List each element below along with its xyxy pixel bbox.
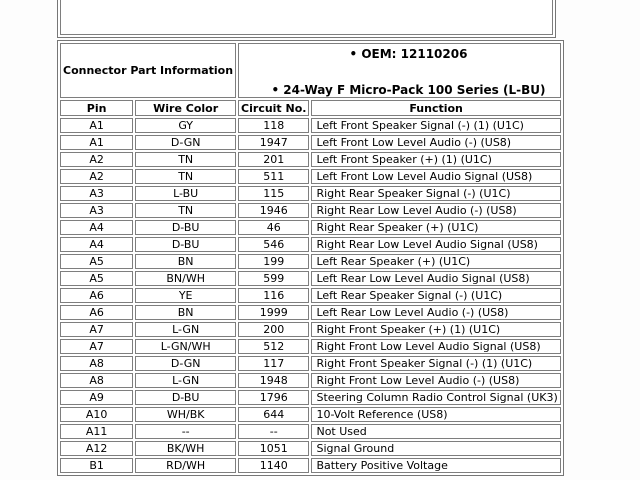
function-cell: Right Front Low Level Audio (-) (US8) [311, 373, 560, 388]
function-cell: Left Front Low Level Audio (-) (US8) [311, 135, 560, 150]
pinout-header-row [60, 100, 561, 116]
pin-cell: A7 [60, 339, 133, 354]
wire-color-cell: D-BU [135, 220, 236, 235]
circuit-no-cell: 1948 [238, 373, 309, 388]
pin-cell: A1 [60, 118, 133, 133]
function-cell: Signal Ground [311, 441, 560, 456]
bullet-item [255, 47, 558, 61]
table-row [60, 152, 561, 167]
wire-color-cell: BN/WH [135, 271, 236, 286]
wire-color-cell: TN [135, 203, 236, 218]
circuit-no-cell: 118 [238, 118, 309, 133]
circuit-no-cell: 115 [238, 186, 309, 201]
function-cell: Left Front Speaker Signal (-) (1) (U1C) [311, 118, 560, 133]
pin-cell: A6 [60, 288, 133, 303]
table-row [60, 271, 561, 286]
pin-cell: A10 [60, 407, 133, 422]
function-cell: Not Used [311, 424, 560, 439]
circuit-no-cell: 644 [238, 407, 309, 422]
bullet-text: OEM: 12110206 [361, 47, 468, 61]
circuit-no-cell: 511 [238, 169, 309, 184]
top-partial-box [57, 0, 556, 38]
wire-color-cell: RD/WH [135, 458, 236, 473]
wire-color-cell: YE [135, 288, 236, 303]
wire-color-cell: BN [135, 254, 236, 269]
function-cell: Left Rear Low Level Audio (-) (US8) [311, 305, 560, 320]
table-row [60, 254, 561, 269]
function-cell: Right Rear Speaker Signal (-) (U1C) [311, 186, 560, 201]
circuit-no-cell: 512 [238, 339, 309, 354]
wire-color-cell: -- [135, 424, 236, 439]
pin-cell: A8 [60, 356, 133, 371]
table-row [60, 390, 561, 405]
pin-cell: A8 [60, 373, 133, 388]
pin-cell: A5 [60, 254, 133, 269]
table-row [60, 339, 561, 354]
table-row [60, 458, 561, 473]
bullet-dot: • [349, 47, 358, 61]
pin-cell: A4 [60, 237, 133, 252]
wire-color-cell: L-GN [135, 373, 236, 388]
pin-cell: A3 [60, 203, 133, 218]
table-row [60, 237, 561, 252]
pin-cell: A11 [60, 424, 133, 439]
connector-info-label: Connector Part Information [60, 43, 236, 98]
table-row [60, 203, 561, 218]
function-cell: Left Rear Low Level Audio Signal (US8) [311, 271, 560, 286]
pin-cell: A3 [60, 186, 133, 201]
function-cell: Battery Positive Voltage [311, 458, 560, 473]
oem-bullet-list [241, 44, 558, 97]
wire-color-cell: L-GN/WH [135, 339, 236, 354]
pin-cell: A5 [60, 271, 133, 286]
connector-pinout-table [57, 40, 564, 476]
wire-color-cell: BK/WH [135, 441, 236, 456]
table-row [60, 441, 561, 456]
table-row [60, 356, 561, 371]
function-cell: Left Rear Speaker Signal (-) (U1C) [311, 288, 560, 303]
circuit-no-cell: 199 [238, 254, 309, 269]
pin-cell: A1 [60, 135, 133, 150]
pin-cell: B1 [60, 458, 133, 473]
wire-color-cell: GY [135, 118, 236, 133]
wire-color-cell: TN [135, 169, 236, 184]
pin-cell: A2 [60, 152, 133, 167]
circuit-no-cell: 1999 [238, 305, 309, 320]
wire-color-cell: TN [135, 152, 236, 167]
function-cell: Right Front Low Level Audio Signal (US8) [311, 339, 560, 354]
header-pin: Pin [60, 100, 133, 116]
table-row [60, 407, 561, 422]
circuit-no-cell: 46 [238, 220, 309, 235]
function-cell: Right Rear Low Level Audio (-) (US8) [311, 203, 560, 218]
pin-cell: A4 [60, 220, 133, 235]
pin-cell: A2 [60, 169, 133, 184]
function-cell: Right Front Speaker Signal (-) (1) (U1C) [311, 356, 560, 371]
wire-color-cell: D-BU [135, 237, 236, 252]
circuit-no-cell: 1946 [238, 203, 309, 218]
pinout-body [60, 118, 561, 473]
function-cell: Left Front Low Level Audio Signal (US8) [311, 169, 560, 184]
circuit-no-cell: 1140 [238, 458, 309, 473]
function-cell: Steering Column Radio Control Signal (UK3) [311, 390, 560, 405]
pin-cell: A7 [60, 322, 133, 337]
function-cell: Right Rear Speaker (+) (U1C) [311, 220, 560, 235]
header-wire-color: Wire Color [135, 100, 236, 116]
circuit-no-cell: -- [238, 424, 309, 439]
circuit-no-cell: 599 [238, 271, 309, 286]
bullet-item [255, 83, 558, 97]
header-circuit-no: Circuit No. [238, 100, 309, 116]
connector-info-row [60, 43, 561, 98]
function-cell: 10-Volt Reference (US8) [311, 407, 560, 422]
connector-info-details [238, 43, 561, 98]
wire-color-cell: WH/BK [135, 407, 236, 422]
table-row [60, 169, 561, 184]
pin-cell: A12 [60, 441, 133, 456]
table-row [60, 322, 561, 337]
wire-color-cell: L-BU [135, 186, 236, 201]
circuit-no-cell: 200 [238, 322, 309, 337]
circuit-no-cell: 117 [238, 356, 309, 371]
circuit-no-cell: 1796 [238, 390, 309, 405]
table-row [60, 288, 561, 303]
wire-color-cell: L-GN [135, 322, 236, 337]
wire-color-cell: D-GN [135, 135, 236, 150]
function-cell: Right Rear Low Level Audio Signal (US8) [311, 237, 560, 252]
wire-color-cell: D-BU [135, 390, 236, 405]
circuit-no-cell: 1051 [238, 441, 309, 456]
table-row [60, 118, 561, 133]
function-cell: Left Front Speaker (+) (1) (U1C) [311, 152, 560, 167]
table-row [60, 220, 561, 235]
wire-color-cell: BN [135, 305, 236, 320]
function-cell: Right Front Speaker (+) (1) (U1C) [311, 322, 560, 337]
circuit-no-cell: 116 [238, 288, 309, 303]
circuit-no-cell: 201 [238, 152, 309, 167]
pin-cell: A6 [60, 305, 133, 320]
bullet-dot: • [271, 83, 280, 97]
table-row [60, 305, 561, 320]
circuit-no-cell: 1947 [238, 135, 309, 150]
bullet-text: 24-Way F Micro-Pack 100 Series (L-BU) [283, 83, 546, 97]
table-row [60, 424, 561, 439]
circuit-no-cell: 546 [238, 237, 309, 252]
function-cell: Left Rear Speaker (+) (U1C) [311, 254, 560, 269]
table-row [60, 135, 561, 150]
pin-cell: A9 [60, 390, 133, 405]
table-row [60, 373, 561, 388]
header-function: Function [311, 100, 560, 116]
table-row [60, 186, 561, 201]
wire-color-cell: D-GN [135, 356, 236, 371]
top-partial-box-cell [60, 0, 553, 35]
